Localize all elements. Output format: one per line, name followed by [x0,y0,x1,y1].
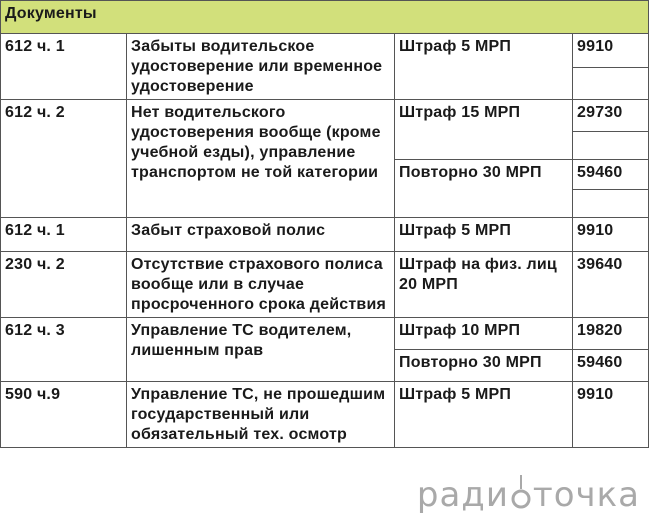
table-row [1,34,649,68]
penalty-label-cell: Повторно 30 МРП [395,160,573,218]
article-cell: 230 ч. 2 [1,252,127,318]
description-cell: Нет водительского удостоверения вообще (кроме учебной езды), управление транспортом не той категории [127,100,395,218]
description-cell: Управление ТС водителем, лишенным прав [127,318,395,382]
watermark-logo [413,476,644,514]
description-cell: Управление ТС, не прошедшим государственный или обязательный тех. осмотр [127,382,395,448]
penalty-label-cell: Штраф 5 МРП [395,34,573,100]
watermark-text-start: ради [416,475,509,515]
table-row [1,218,649,252]
amount-cell: 39640 [573,252,649,318]
article-cell: 590 ч.9 [1,382,127,448]
description-cell: Забыты водительское удостоверение или временное удостоверение [127,34,395,100]
amount-cell: 9910 [573,218,649,252]
amount-cell: 29730 [573,100,649,132]
empty-cell [573,190,649,218]
penalty-label-cell: Штраф 10 МРП [395,318,573,350]
empty-cell [573,68,649,100]
article-cell: 612 ч. 3 [1,318,127,382]
table-row [1,382,649,448]
amount-cell: 19820 [573,318,649,350]
penalty-label-cell: Штраф на физ. лиц 20 МРП [395,252,573,318]
article-cell: 612 ч. 1 [1,34,127,100]
table-row [1,252,649,318]
amount-cell: 59460 [573,350,649,382]
penalty-label-cell: Штраф 5 МРП [395,382,573,448]
penalty-label-cell: Штраф 15 МРП [395,100,573,160]
amount-cell: 59460 [573,160,649,190]
table-header-row [1,1,649,34]
amount-cell: 9910 [573,34,649,68]
description-cell: Забыт страховой полис [127,218,395,252]
table-title: Документы [1,1,649,34]
description-cell: Отсутствие страхового полиса вообще или в случае просроченного срока действия [127,252,395,318]
table-row [1,100,649,132]
amount-cell: 9910 [573,382,649,448]
empty-cell [573,132,649,160]
penalty-label-cell: Штраф 5 МРП [395,218,573,252]
article-cell: 612 ч. 1 [1,218,127,252]
penalty-label-cell: Повторно 30 МРП [395,350,573,382]
antenna-icon [509,485,533,509]
table-row [1,318,649,350]
article-cell: 612 ч. 2 [1,100,127,218]
watermark-text-end: точка [532,475,640,515]
